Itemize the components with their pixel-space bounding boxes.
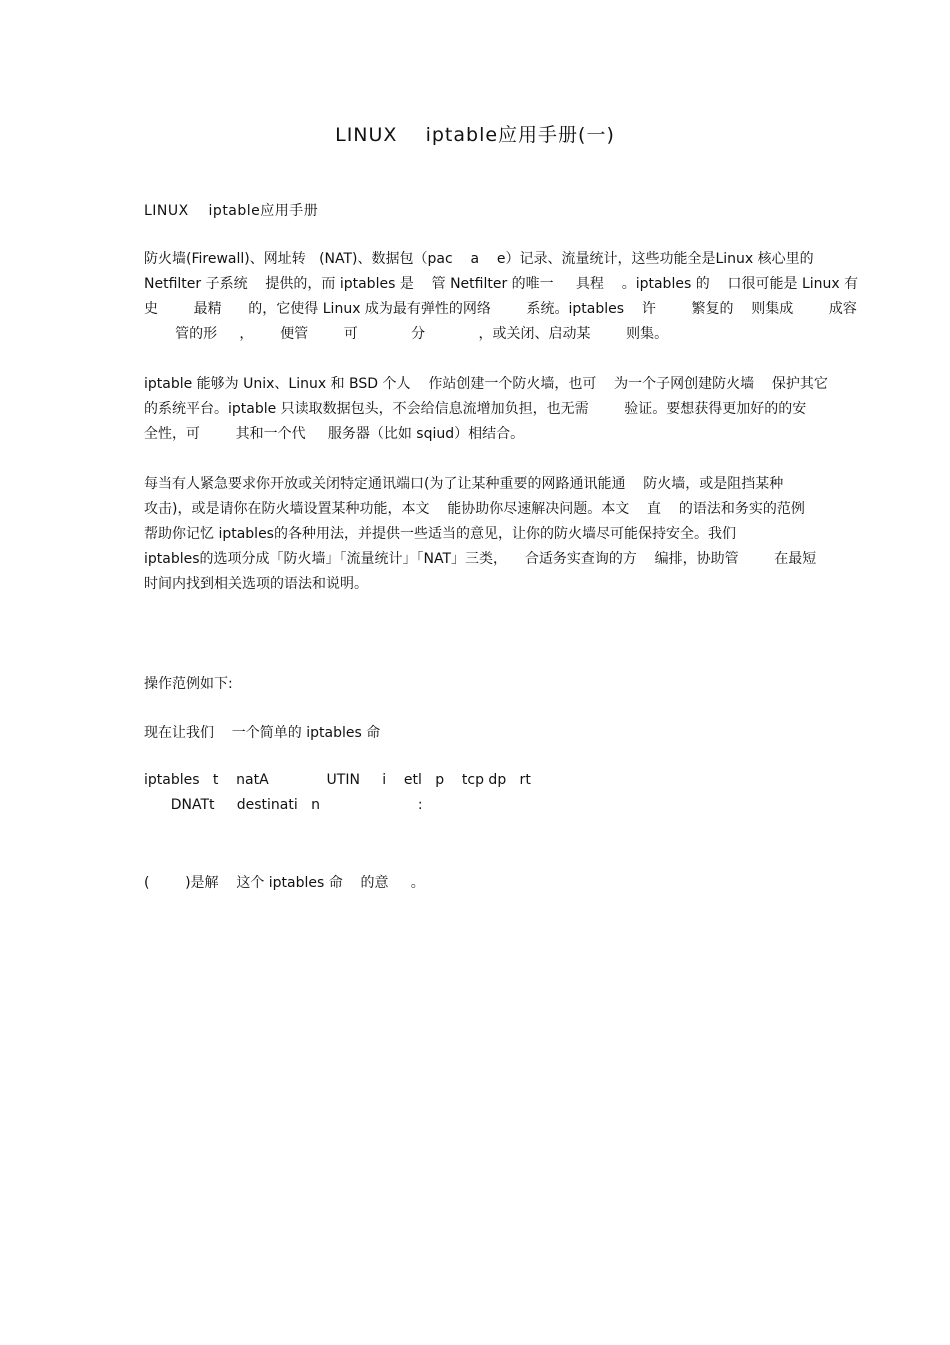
paragraph-line: Netfilter 子系统 提供的，而 iptables 是 管 Netfilter 的唯一 具程 。iptables 的 口很可能是 Linux 有: [144, 276, 859, 292]
command-line: iptables t natA UTIN i etl p tcp dp rt: [144, 772, 531, 788]
paragraph-line: iptables的选项分成「防火墙」「流量统计」「NAT」三类， 合适务实查询的方 编排，协助管 在最短: [144, 551, 817, 567]
paragraph-line: 帮助你记忆 iptables的各种用法，并提供一些适当的意见，让你的防火墙尽可能保持安全。我们: [144, 526, 736, 542]
explanation-line: ( )是解 这个 iptables 命 的意 。: [144, 875, 425, 891]
example-intro-line: 现在让我们 一个简单的 iptables 命: [144, 725, 381, 741]
paragraph-line: iptable 能够为 Unix、Linux 和 BSD 个人 作站创建一个防火墙，也可 为一个子网创建防火墙 保护其它: [144, 376, 828, 392]
paragraph-intro: [144, 247, 859, 347]
paragraph-line: 防火墙(Firewall)、网址转 (NAT)、数据包（pac a e）记录、流量统计，这些功能全是Linux 核心里的: [144, 251, 814, 267]
paragraph-line: 的系统平台。iptable 只读取数据包头，不会给信息流增加负担，也无需 验证。要想获得更加好的的安: [144, 401, 807, 417]
document-subtitle: LINUX iptable应用手册: [144, 203, 319, 219]
document-title: LINUX iptable应用手册(一): [335, 124, 615, 146]
paragraph-purpose: [144, 472, 817, 597]
paragraph-line: 每当有人紧急要求你开放或关闭特定通讯端口(为了让某种重要的网路通讯能通 防火墙，或是阻挡某种: [144, 476, 784, 492]
command-line: DNATt destinati n :: [144, 797, 423, 813]
examples-heading: 操作范例如下:: [144, 676, 233, 692]
paragraph-line: 时间内找到相关选项的语法和说明。: [144, 576, 368, 592]
paragraph-line: 攻击)，或是请你在防火墙设置某种功能，本文 能协助你尽速解决问题。本文 直 的语法和务实的范例: [144, 501, 805, 517]
paragraph-iptable-platforms: [144, 372, 828, 447]
paragraph-line: 管的形 ， 便管 可 分 ，或关闭、启动某 则集。: [144, 326, 669, 342]
paragraph-line: 全性，可 其和一个代 服务器（比如 sqiud）相结合。: [144, 426, 525, 442]
paragraph-line: 史 最精 的，它使得 Linux 成为最有弹性的网络 系统。iptables 许 繁复的 则集成 成容: [144, 301, 857, 317]
